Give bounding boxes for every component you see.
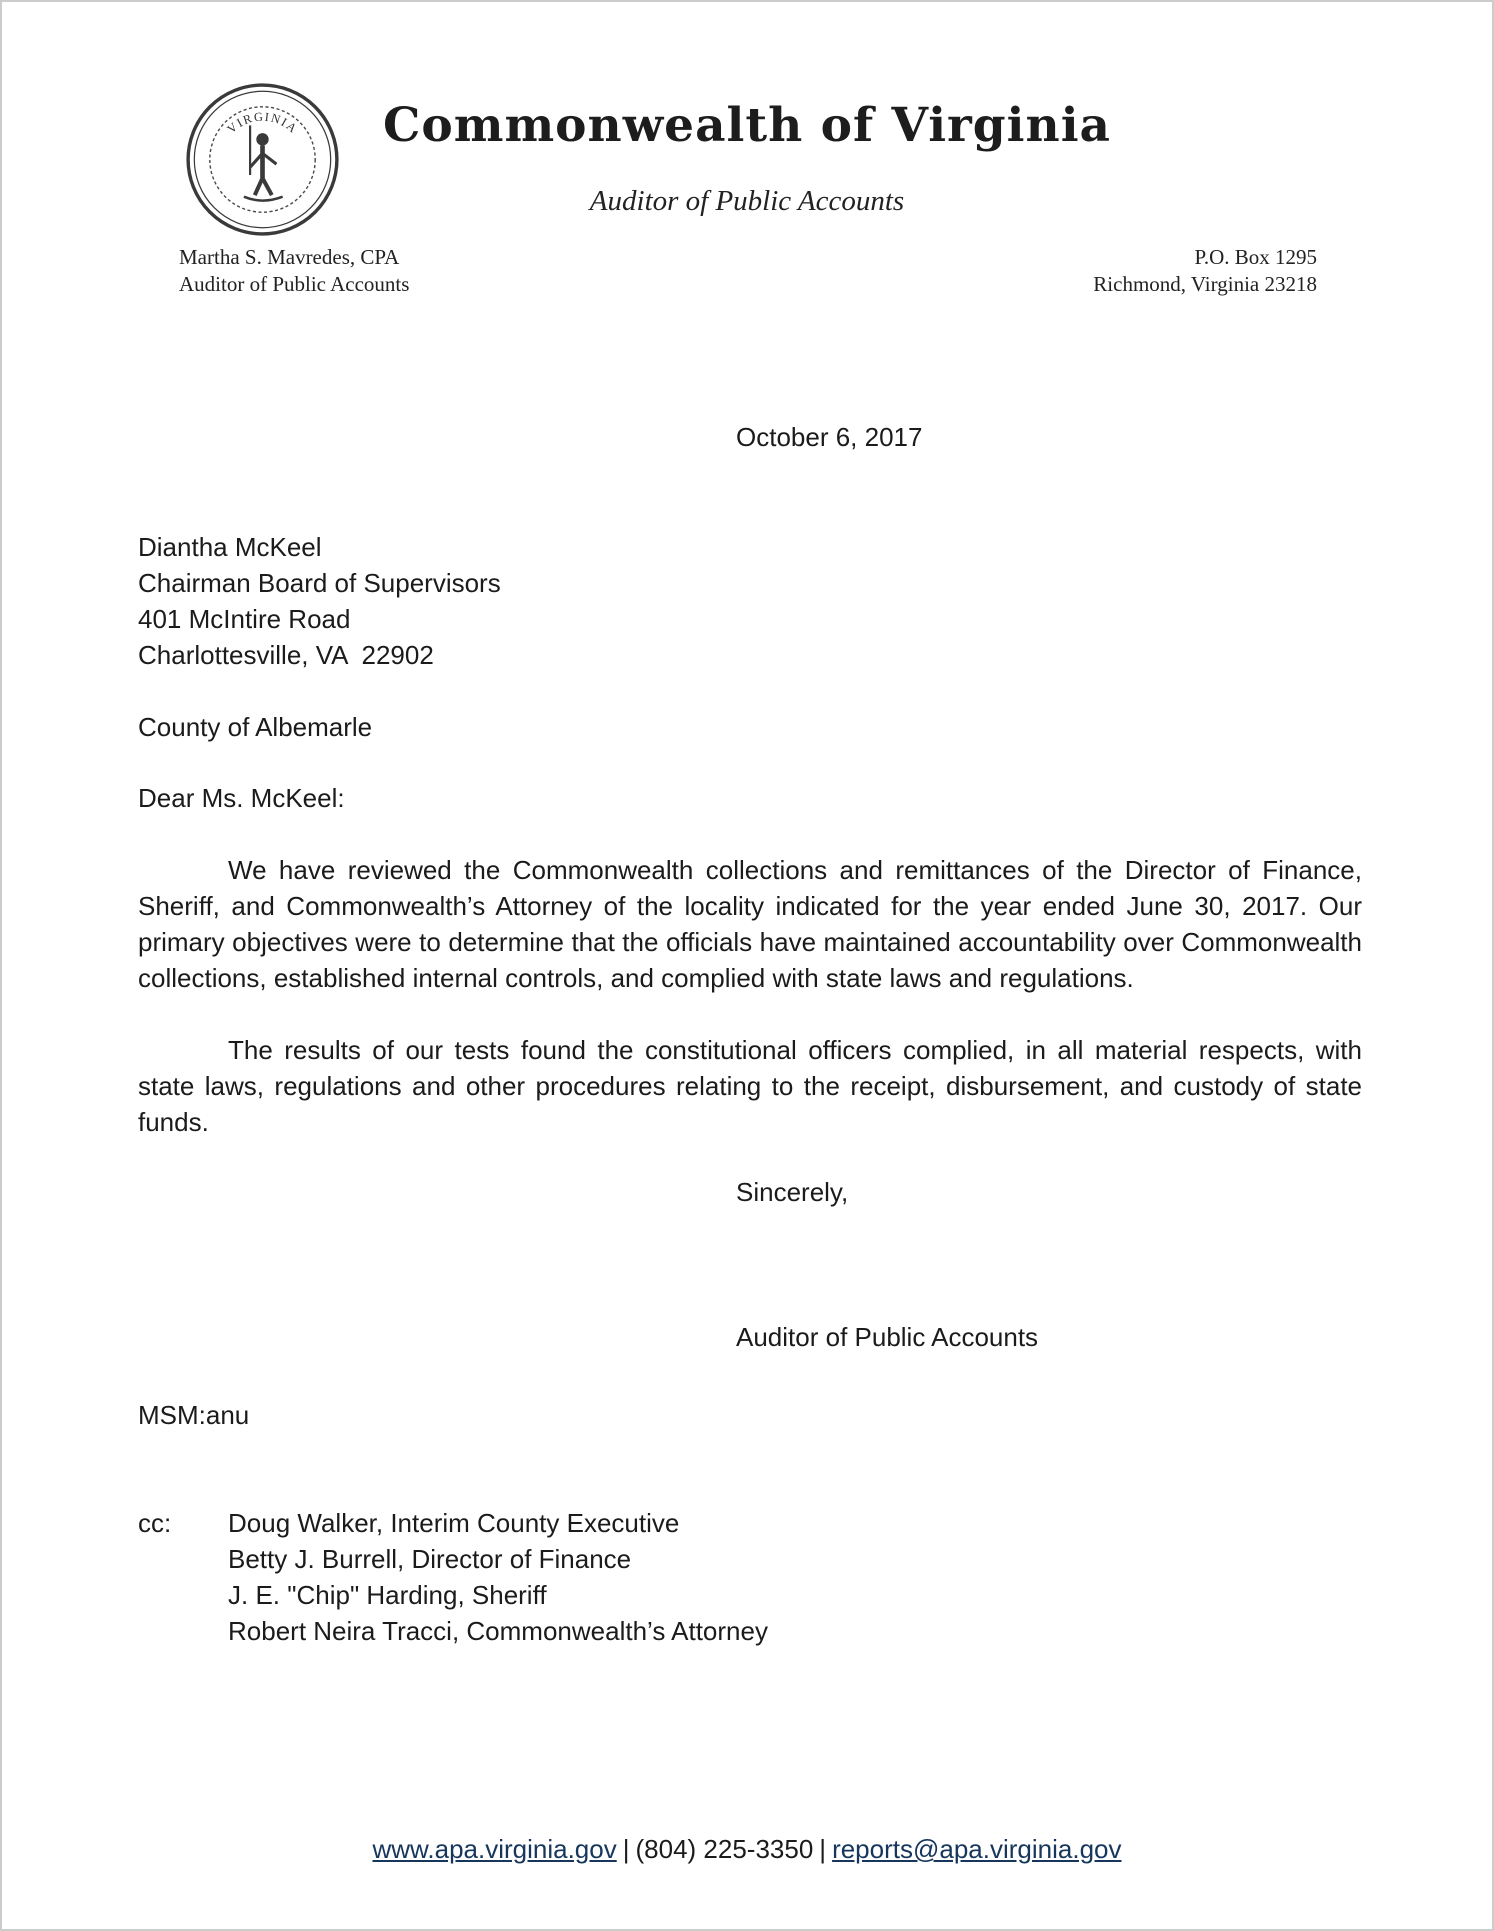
cc-block — [138, 1505, 1362, 1649]
return-address — [1093, 244, 1317, 298]
paragraph-1: We have reviewed the Commonwealth collections and remittances of the Director of Finance, Sheriff, and Commonwealth’s Attorney of the locality indicated for the year ended June 30, 2017. Our primary objectives were to determine that the officials have maintained accountability over Commonwealth collections, established internal controls, and complied with state laws and regulations. — [138, 855, 1362, 993]
recipient-name: Diantha McKeel — [138, 532, 322, 562]
recipient-block — [138, 529, 1362, 673]
letter-date: October 6, 2017 — [736, 422, 923, 452]
seal-text: VIRGINIA — [224, 109, 301, 137]
website-link[interactable]: www.apa.virginia.gov — [372, 1834, 617, 1864]
locality-line: County of Albemarle — [138, 712, 373, 742]
paragraph-2: The results of our tests found the constitutional officers complied, in all material respects, with state laws, regulations and other procedures relating to the receipt, disbursement, and custody of state funds. — [138, 1035, 1362, 1137]
letterhead-subtitle: Auditor of Public Accounts — [589, 185, 905, 217]
official-title: Auditor of Public Accounts — [179, 272, 410, 296]
cc-line: Doug Walker, Interim County Executive — [228, 1508, 680, 1538]
cc-line: J. E. "Chip" Harding, Sheriff — [228, 1580, 547, 1610]
city-state-line: Richmond, Virginia 23218 — [1093, 272, 1317, 296]
letterhead — [2, 2, 1492, 317]
footer-separator: | — [622, 1834, 630, 1864]
recipient-city: Charlottesville, VA 22902 — [138, 640, 434, 670]
reference-initials: MSM:anu — [138, 1400, 250, 1430]
cc-label: cc: — [138, 1508, 172, 1538]
email-link[interactable]: reports@apa.virginia.gov — [832, 1834, 1122, 1864]
salutation: Dear Ms. McKeel: — [138, 783, 345, 813]
recipient-title: Chairman Board of Supervisors — [138, 568, 501, 598]
closing: Sincerely, — [736, 1177, 849, 1207]
po-box-line: P.O. Box 1295 — [1194, 245, 1317, 269]
cc-line: Robert Neira Tracci, Commonwealth’s Attorney — [228, 1616, 768, 1646]
cc-list — [228, 1505, 768, 1649]
official-name: Martha S. Mavredes, CPA — [179, 245, 400, 269]
letter-body — [2, 419, 1492, 1649]
phone-number: (804) 225-3350 — [635, 1834, 814, 1864]
page-footer — [2, 1834, 1492, 1865]
recipient-street: 401 McIntire Road — [138, 604, 351, 634]
signature-title: Auditor of Public Accounts — [736, 1322, 1039, 1352]
letterhead-title: Commonwealth of Virginia — [382, 98, 1112, 153]
cc-line: Betty J. Burrell, Director of Finance — [228, 1544, 632, 1574]
footer-separator: | — [819, 1834, 827, 1864]
official-block — [179, 244, 409, 298]
